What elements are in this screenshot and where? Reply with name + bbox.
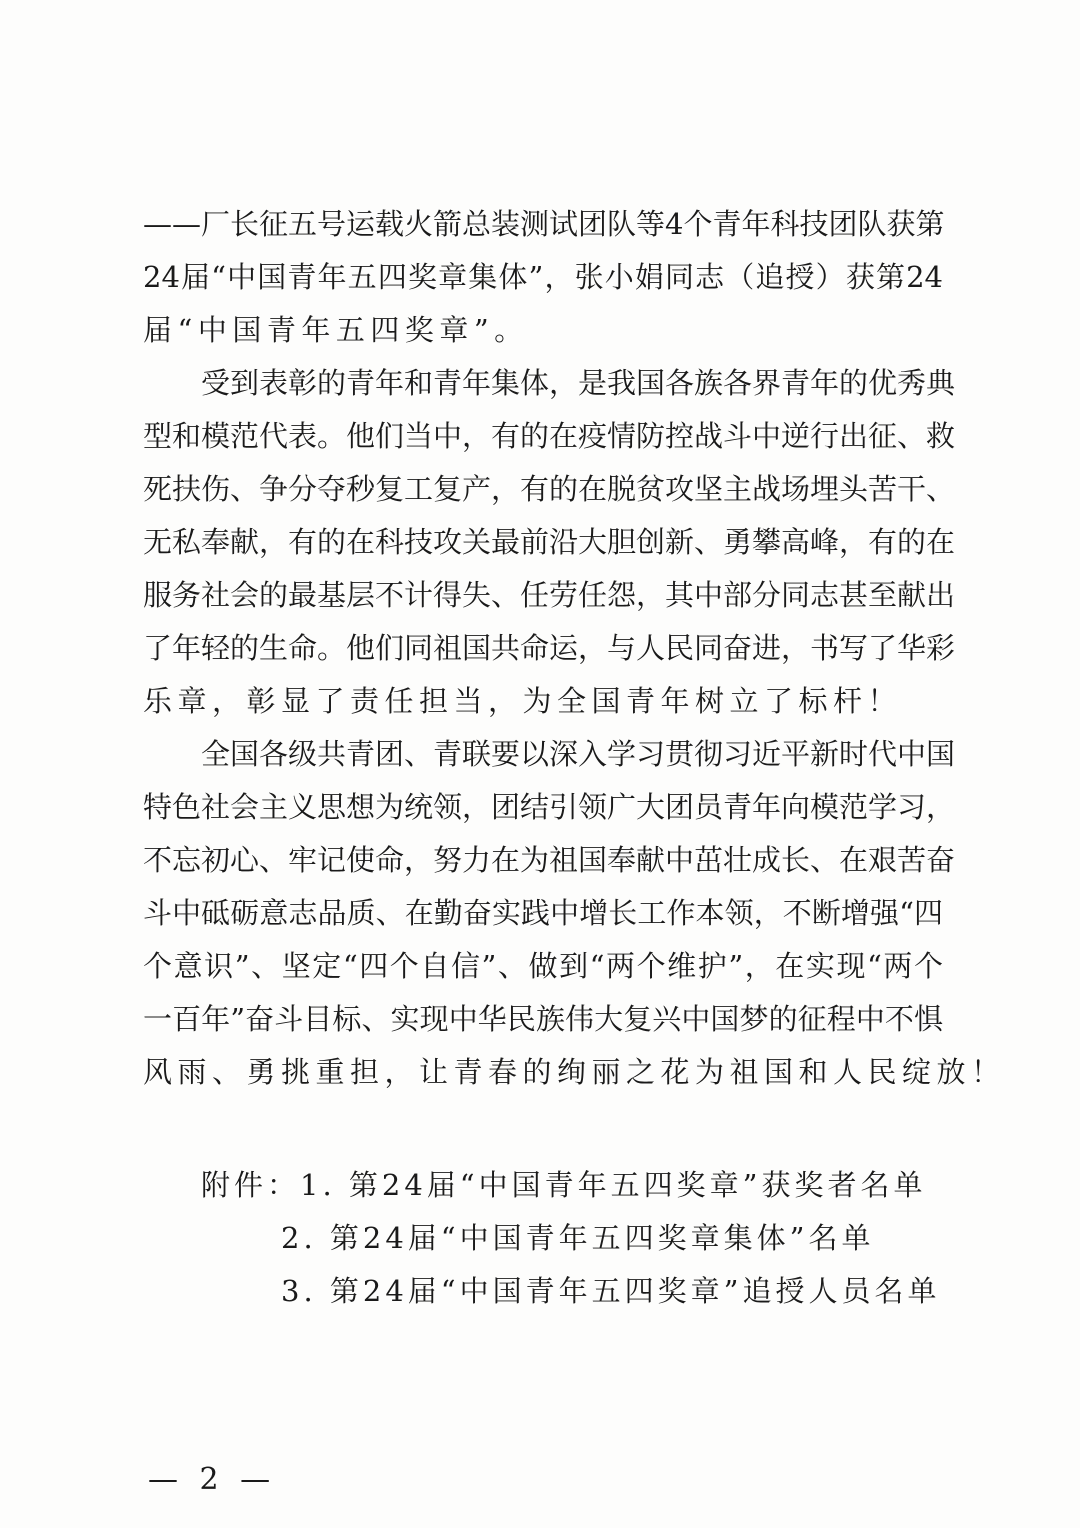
body-line: 风雨、勇挑重担，让青春的绚丽之花为祖国和人民绽放！ [143,1055,1006,1089]
body-line: 特色社会主义思想为统领，团结引领广大团员青年向模范学习， [143,790,956,824]
paragraph-first-line: 受到表彰的青年和青年集体，是我国各族各界青年的优秀典 [201,366,956,400]
body-line: 一百年”奋斗目标、实现中华民族伟大复兴中国梦的征程中不惧 [143,1002,943,1036]
body-line: 乐章，彰显了责任担当，为全国青年树立了标杆！ [143,684,903,718]
attachment-item-2: 2. 第24届“中国青年五四奖章集体”名单 [281,1221,875,1255]
body-line: 型和模范代表。他们当中，有的在疫情防控战斗中逆行出征、救 [143,419,956,453]
body-line: 了年轻的生命。他们同祖国共命运，与人民同奋进，书写了华彩 [143,631,956,665]
attachment-item-1: 附件：1. 第24届“中国青年五四奖章”获奖者名单 [201,1168,927,1202]
page-number: — 2 — [148,1462,277,1497]
body-line: 斗中砥砺意志品质、在勤奋实践中增长工作本领，不断增强“四 [143,896,943,930]
body-line: 无私奉献，有的在科技攻关最前沿大胆创新、勇攀高峰，有的在 [143,525,956,559]
body-line: 24届“中国青年五四奖章集体”，张小娟同志（追授）获第24 [143,260,943,294]
body-line: ——厂长征五号运载火箭总装测试团队等4个青年科技团队获第 [143,207,945,241]
body-line: 个意识”、坚定“四个自信”、做到“两个维护”，在实现“两个 [143,949,943,983]
body-line: 死扶伤、争分夺秒复工复产，有的在脱贫攻坚主战场埋头苦干、 [143,472,956,506]
attachment-item-3: 3. 第24届“中国青年五四奖章”追授人员名单 [281,1274,941,1308]
body-line: 届“中国青年五四奖章”。 [143,313,529,347]
body-line: 不忘初心、牢记使命，努力在为祖国奉献中茁壮成长、在艰苦奋 [143,843,956,877]
paragraph-first-line: 全国各级共青团、青联要以深入学习贯彻习近平新时代中国 [201,737,956,771]
body-line: 服务社会的最基层不计得失、任劳任怨，其中部分同志甚至献出 [143,578,956,612]
